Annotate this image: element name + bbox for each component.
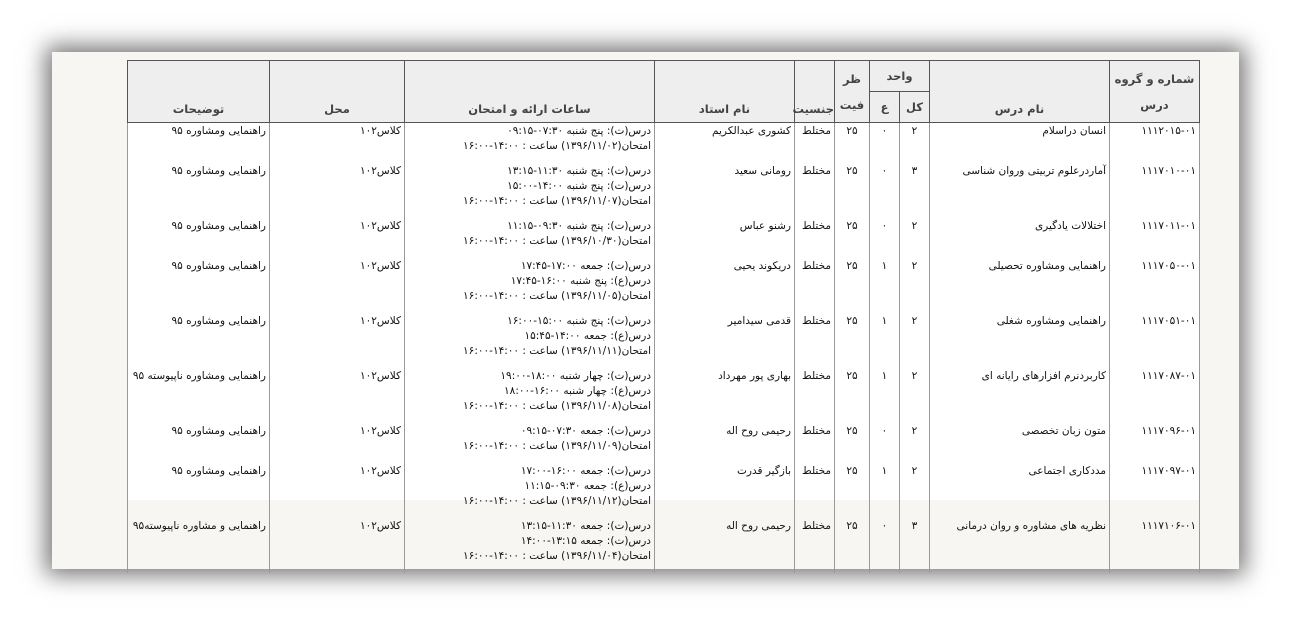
- schedule-cell: [405, 463, 655, 518]
- header-capacity-line2: فیت: [839, 97, 865, 112]
- units-total-cell: ۲: [900, 423, 930, 463]
- schedule-line: درس(ع): پنج شنبه ۱۶:۰۰-۱۷:۴۵: [510, 275, 651, 287]
- gender-cell: مختلط: [795, 313, 835, 368]
- schedule-line: درس(ت): پنج شنبه ۱۱:۳۰-۱۳:۱۵: [507, 165, 651, 177]
- schedule-line: درس(ت): جمعه ۱۱:۳۰-۱۳:۱۵: [520, 520, 651, 532]
- teacher-cell: بهاری پور مهرداد: [655, 368, 795, 423]
- location-cell: کلاس۱۰۲: [270, 423, 405, 463]
- schedule-line: امتحان(۱۳۹۶/۱۱/۰۷) ساعت : ۱۴:۰۰-۱۶:۰۰: [463, 195, 651, 207]
- schedule-line: درس(ت): پنج شنبه ۱۴:۰۰-۱۵:۰۰: [507, 180, 651, 192]
- teacher-cell: رحیمی روح اله: [655, 518, 795, 573]
- schedule-cell: [405, 518, 655, 573]
- schedule-line: درس(ت): چهار شنبه ۱۸:۰۰-۱۹:۰۰: [500, 370, 651, 382]
- header-schedule: ساعات ارائه و امتحان: [405, 61, 655, 123]
- notes-cell: راهنمایی ومشاوره ۹۵: [128, 218, 270, 258]
- header-course-code: [1110, 61, 1200, 123]
- units-practical-cell: ۱: [870, 313, 900, 368]
- table-body: [128, 123, 1200, 574]
- gender-cell: مختلط: [795, 463, 835, 518]
- gender-cell: مختلط: [795, 163, 835, 218]
- gender-cell: مختلط: [795, 423, 835, 463]
- schedule-line: درس(ع): جمعه ۱۴:۰۰-۱۵:۴۵: [524, 330, 651, 342]
- notes-cell: راهنمایی ومشاوره ۹۵: [128, 123, 270, 164]
- units-total-cell: ۲: [900, 123, 930, 164]
- capacity-cell: ۲۵: [835, 218, 870, 258]
- schedule-line: درس(ت): جمعه ۱۶:۰۰-۱۷:۰۰: [520, 465, 651, 477]
- course-code-cell: ۱۱۱۲۰۱۵-۰۱: [1110, 123, 1200, 164]
- row-spacer: [408, 209, 651, 217]
- header-capacity-line1: ظر: [843, 71, 861, 86]
- schedule-cell: [405, 423, 655, 463]
- capacity-cell: ۲۵: [835, 518, 870, 573]
- capacity-cell: ۲۵: [835, 368, 870, 423]
- notes-cell: راهنمایی ومشاوره ۹۵: [128, 258, 270, 313]
- schedule-line: امتحان(۱۳۹۶/۱۱/۱۱) ساعت : ۱۴:۰۰-۱۶:۰۰: [463, 345, 651, 357]
- teacher-cell: رشنو عباس: [655, 218, 795, 258]
- course-code-cell: ۱۱۱۷۰۵۰-۰۱: [1110, 258, 1200, 313]
- notes-cell: راهنمایی ومشاوره ۹۵: [128, 463, 270, 518]
- location-cell: کلاس۱۰۲: [270, 258, 405, 313]
- course-code-cell: ۱۱۱۷۰۸۷-۰۱: [1110, 368, 1200, 423]
- location-cell: کلاس۱۰۲: [270, 368, 405, 423]
- teacher-cell: رحیمی روح اله: [655, 423, 795, 463]
- gender-cell: مختلط: [795, 368, 835, 423]
- units-total-cell: ۲: [900, 313, 930, 368]
- row-spacer: [408, 359, 651, 367]
- row-spacer: [408, 564, 651, 572]
- schedule-line: درس(ع): جمعه ۰۹:۳۰-۱۱:۱۵: [524, 480, 651, 492]
- course-code-cell: ۱۱۱۷۰۱۱-۰۱: [1110, 218, 1200, 258]
- notes-cell: راهنمایی ومشاوره ۹۵: [128, 423, 270, 463]
- units-practical-cell: ۰: [870, 123, 900, 164]
- teacher-cell: بازگیر قدرت: [655, 463, 795, 518]
- schedule-line: امتحان(۱۳۹۶/۱۱/۰۸) ساعت : ۱۴:۰۰-۱۶:۰۰: [463, 400, 651, 412]
- units-total-cell: ۳: [900, 518, 930, 573]
- location-cell: کلاس۱۰۲: [270, 313, 405, 368]
- teacher-cell: دریکوند یحیی: [655, 258, 795, 313]
- units-practical-cell: ۰: [870, 423, 900, 463]
- capacity-cell: ۲۵: [835, 123, 870, 164]
- header-notes: توضیحات: [128, 61, 270, 123]
- schedule-line: درس(ت): جمعه ۰۷:۳۰-۰۹:۱۵: [520, 425, 651, 437]
- teacher-cell: رومانی سعید: [655, 163, 795, 218]
- row-spacer: [408, 509, 651, 517]
- course-name-cell: متون زبان تخصصی: [930, 423, 1110, 463]
- location-cell: کلاس۱۰۲: [270, 463, 405, 518]
- units-practical-cell: ۰: [870, 518, 900, 573]
- schedule-cell: [405, 258, 655, 313]
- units-practical-cell: ۰: [870, 218, 900, 258]
- notes-cell: راهنمایی و مشاوره ناپیوسته۹۵: [128, 518, 270, 573]
- location-cell: کلاس۱۰۲: [270, 163, 405, 218]
- schedule-line: درس(ت): پنج شنبه ۰۷:۳۰-۰۹:۱۵: [507, 125, 651, 137]
- gender-cell: مختلط: [795, 518, 835, 573]
- location-cell: کلاس۱۰۲: [270, 518, 405, 573]
- row-spacer: [408, 249, 651, 257]
- schedule-cell: [405, 368, 655, 423]
- row-spacer: [408, 154, 651, 162]
- teacher-cell: کشوری عبدالکریم: [655, 123, 795, 164]
- units-total-cell: ۲: [900, 218, 930, 258]
- schedule-cell: [405, 163, 655, 218]
- gender-cell: مختلط: [795, 218, 835, 258]
- header-location: محل: [270, 61, 405, 123]
- notes-cell: راهنمایی ومشاوره ناپیوسته ۹۵: [128, 368, 270, 423]
- header-capacity: [835, 61, 870, 123]
- table-header-row-1: [128, 61, 1200, 92]
- schedule-line: درس(ت): جمعه ۱۳:۱۵-۱۴:۰۰: [520, 535, 651, 547]
- table-row: [128, 518, 1200, 573]
- course-name-cell: نظریه های مشاوره و روان درمانی: [930, 518, 1110, 573]
- table-row: [128, 463, 1200, 518]
- course-name-cell: راهنمایی ومشاوره تحصیلی: [930, 258, 1110, 313]
- schedule-line: درس(ت): پنج شنبه ۰۹:۳۰-۱۱:۱۵: [507, 220, 651, 232]
- schedule-line: امتحان(۱۳۹۶/۱۱/۰۴) ساعت : ۱۴:۰۰-۱۶:۰۰: [463, 550, 651, 562]
- schedule-line: درس(ت): پنج شنبه ۱۵:۰۰-۱۶:۰۰: [507, 315, 651, 327]
- notes-cell: راهنمایی ومشاوره ۹۵: [128, 163, 270, 218]
- table-row: [128, 258, 1200, 313]
- course-code-cell: ۱۱۱۷۰۹۷-۰۱: [1110, 463, 1200, 518]
- table-row: [128, 123, 1200, 164]
- course-name-cell: اختلالات یادگیری: [930, 218, 1110, 258]
- course-name-cell: آماردرعلوم تربیتی وروان شناسی: [930, 163, 1110, 218]
- course-name-cell: کاربردنرم افزارهای رایانه ای: [930, 368, 1110, 423]
- schedule-cell: [405, 123, 655, 164]
- capacity-cell: ۲۵: [835, 423, 870, 463]
- units-total-cell: ۲: [900, 463, 930, 518]
- units-practical-cell: ۱: [870, 258, 900, 313]
- location-cell: کلاس۱۰۲: [270, 123, 405, 164]
- gender-cell: مختلط: [795, 123, 835, 164]
- course-schedule-table: [127, 60, 1200, 573]
- course-name-cell: مددکاری اجتماعی: [930, 463, 1110, 518]
- units-total-cell: ۲: [900, 258, 930, 313]
- course-name-cell: راهنمایی ومشاوره شغلی: [930, 313, 1110, 368]
- capacity-cell: ۲۵: [835, 313, 870, 368]
- units-practical-cell: ۰: [870, 163, 900, 218]
- schedule-line: امتحان(۱۳۹۶/۱۱/۱۲) ساعت : ۱۴:۰۰-۱۶:۰۰: [463, 495, 651, 507]
- page-frame: [52, 52, 1239, 569]
- location-cell: کلاس۱۰۲: [270, 218, 405, 258]
- table-row: [128, 163, 1200, 218]
- header-units-total: کل: [900, 92, 930, 123]
- schedule-line: درس(ع): چهار شنبه ۱۶:۰۰-۱۸:۰۰: [504, 385, 651, 397]
- header-gender: جنسیت: [795, 61, 835, 123]
- schedule-sheet: [127, 60, 1199, 562]
- header-course-code-line1: شماره و گروه: [1114, 71, 1195, 86]
- capacity-cell: ۲۵: [835, 463, 870, 518]
- header-units-practical: ع: [870, 92, 900, 123]
- table-row: [128, 423, 1200, 463]
- units-practical-cell: ۱: [870, 463, 900, 518]
- capacity-cell: ۲۵: [835, 163, 870, 218]
- schedule-line: امتحان(۱۳۹۶/۱۱/۰۲) ساعت : ۱۴:۰۰-۱۶:۰۰: [463, 140, 651, 152]
- gender-cell: مختلط: [795, 258, 835, 313]
- schedule-cell: [405, 218, 655, 258]
- schedule-line: امتحان(۱۳۹۶/۱۱/۰۹) ساعت : ۱۴:۰۰-۱۶:۰۰: [463, 440, 651, 452]
- course-code-cell: ۱۱۱۷۰۱۰-۰۱: [1110, 163, 1200, 218]
- units-practical-cell: ۱: [870, 368, 900, 423]
- header-teacher: نام استاد: [655, 61, 795, 123]
- header-course-name: نام درس: [930, 61, 1110, 123]
- schedule-line: امتحان(۱۳۹۶/۱۱/۰۵) ساعت : ۱۴:۰۰-۱۶:۰۰: [463, 290, 651, 302]
- table-row: [128, 368, 1200, 423]
- course-code-cell: ۱۱۱۷۰۹۶-۰۱: [1110, 423, 1200, 463]
- schedule-cell: [405, 313, 655, 368]
- course-code-cell: ۱۱۱۷۱۰۶-۰۱: [1110, 518, 1200, 573]
- schedule-line: امتحان(۱۳۹۶/۱۰/۳۰) ساعت : ۱۴:۰۰-۱۶:۰۰: [463, 235, 651, 247]
- units-total-cell: ۲: [900, 368, 930, 423]
- row-spacer: [408, 454, 651, 462]
- table-row: [128, 313, 1200, 368]
- schedule-line: درس(ت): جمعه ۱۷:۰۰-۱۷:۴۵: [520, 260, 651, 272]
- units-total-cell: ۳: [900, 163, 930, 218]
- header-course-code-line2: درس: [1140, 97, 1169, 112]
- row-spacer: [408, 414, 651, 422]
- header-units: واحد: [870, 61, 930, 92]
- course-name-cell: انسان دراسلام: [930, 123, 1110, 164]
- course-code-cell: ۱۱۱۷۰۵۱-۰۱: [1110, 313, 1200, 368]
- table-row: [128, 218, 1200, 258]
- teacher-cell: قدمی سیدامیر: [655, 313, 795, 368]
- row-spacer: [408, 304, 651, 312]
- notes-cell: راهنمایی ومشاوره ۹۵: [128, 313, 270, 368]
- capacity-cell: ۲۵: [835, 258, 870, 313]
